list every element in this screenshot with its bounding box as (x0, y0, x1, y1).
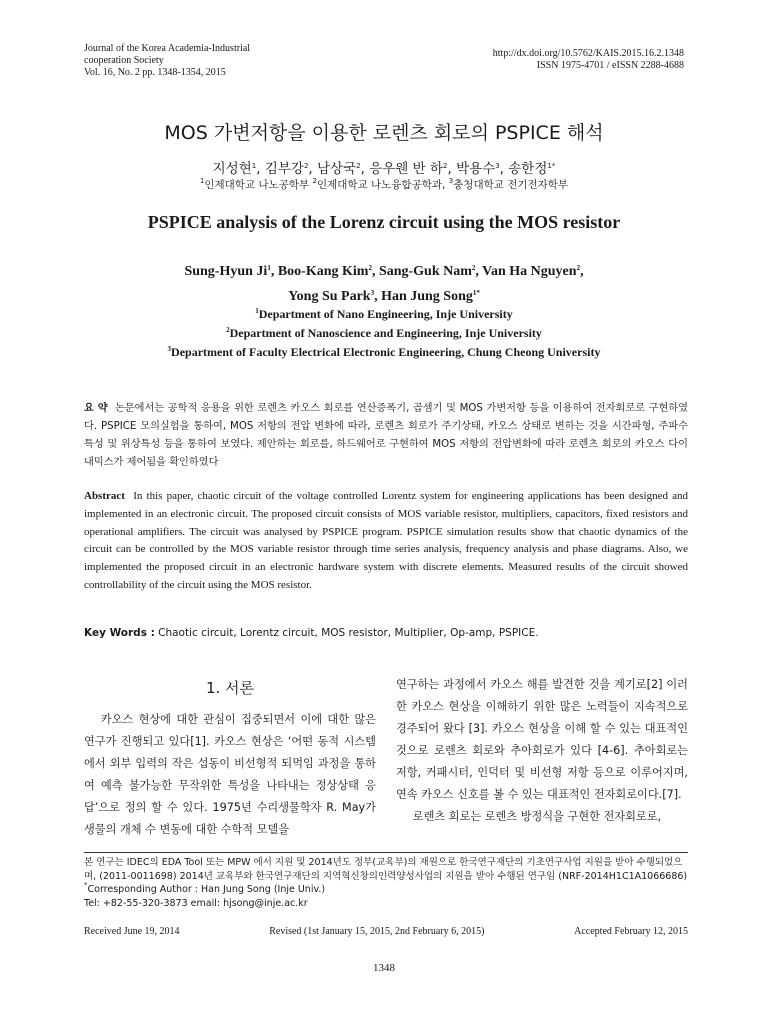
doi-link[interactable]: http://dx.doi.org/10.5762/KAIS.2015.16.2.1348 (492, 48, 684, 59)
journal-name-line2: cooperation Society (84, 55, 164, 66)
intro-paragraph-1: 카오스 현상에 대한 관심이 집중되면서 이에 대한 많은 연구가 진행되고 있다[1]. 카오스 현상은 ‘어떤 동적 시스템에서 외부 입력의 작은 섭동이 비선형적 되먹임 과정을 통하여 예측 불가능한 무작위한 특성을 나타내는 정상상태 응답’으로 정의 할 수 있다. 1975년 수리생물학자 R. May가 생물의 개체 수 변동에 대한 수학적 모델을 (84, 713, 376, 836)
authors-korean: 지성현$^1$, 김부강$^2$, 남상국$^2$, 응우웬 반 하$^2$, 박용수$^3$, 송한정$^{1*}$ (212, 161, 556, 177)
authors-en-line1: Sung-Hyun Ji$^1$, Boo-Kang Kim$^2$, Sang-Guk Nam$^2$, Van Ha Nguyen$^2$, (184, 264, 584, 279)
keywords-label: Key Words : (84, 627, 155, 639)
author-sup: 2 (471, 264, 476, 272)
author-ko: 남상국 (317, 161, 357, 177)
corresponding-author (84, 883, 688, 897)
department-2 (0, 326, 768, 340)
dept-text: Department of Nanoscience and Engineering, Inje University (229, 326, 542, 340)
article-dates (84, 926, 688, 937)
page-number: 1348 (373, 962, 395, 974)
keywords (84, 624, 688, 642)
author-sup: 3 (370, 289, 375, 297)
affil-sup: 3 (448, 177, 454, 185)
author-sup: 2 (443, 162, 448, 170)
author-sup: 2 (356, 162, 361, 170)
author-ko: 응우웬 반 하 (369, 161, 443, 177)
dept-sup: 1 (255, 307, 259, 315)
abstract-ko-label: 요 약 (84, 403, 108, 414)
author-sup: 1* (547, 162, 556, 170)
author-sup: 1* (472, 289, 480, 297)
author-sup: 1 (267, 264, 271, 272)
footnote (84, 856, 688, 910)
dept-sup: 2 (226, 326, 230, 334)
corr-text: Corresponding Author : Han Jung Song (Inje Univ.) (87, 884, 326, 895)
paper-title-english: PSPICE analysis of the Lorenz circuit using the MOS resistor (147, 212, 621, 232)
author-en: Sang-Guk Nam (378, 264, 472, 279)
issn: ISSN 1975-4701 / eISSN 2288-4688 (536, 60, 684, 71)
author-ko: 송한정 (508, 161, 548, 177)
department-1 (0, 307, 768, 321)
dept-sup: 3 (167, 345, 172, 353)
affil-ko-1: 인제대학교 나노공학부 (204, 179, 313, 191)
affil-sup: 2 (312, 177, 317, 185)
authors-en-line2: Yong Su Park$^3$, Han Jung Song$^{1*}$ (288, 289, 480, 304)
author-en: Yong Su Park (288, 289, 371, 304)
author-en: Han Jung Song (381, 289, 473, 304)
dept-text: Department of Faculty Electrical Electronic Engineering, Chung Cheong University (171, 345, 601, 359)
intro-paragraph-2: 연구하는 과정에서 카오스 해를 발견한 것을 계기로[2] 이러한 카오스 현상을 이해하기 위한 많은 노력들이 지속적으로 경주되어 왔다 [3]. 카오스 현상을 이해 할 수 있는 대표적인 것으로 로렌츠 회로와 추아회로가 있다 [4-6]. 추아회로는 저항, 커패시터, 인덕터 및 비선형 저항 등으로 이루어지며, 연속 카오스 신호를 볼 수 있는 대표적인 전자회로이다.[7]. (396, 678, 688, 801)
author-sup: 1 (251, 162, 257, 170)
author-en: Sung-Hyun Ji (184, 264, 268, 279)
author-sup: 3 (495, 162, 500, 170)
journal-name-line1: Journal of the Korea Academia-Industrial (84, 43, 251, 54)
paper-title-korean: MOS 가변저항을 이용한 로렌츠 회로의 PSPICE 해석 (164, 122, 604, 144)
date-revised: Revised (1st January 15, 2015, 2nd February 6, 2015) (269, 926, 485, 937)
affil-ko-2: 인제대학교 나노융합공학과, (316, 179, 449, 191)
intro-paragraph-3: 로렌츠 회로는 로렌츠 방정식을 구현한 전자회로로, (412, 810, 662, 823)
affil-ko-3: 충청대학교 전기전자학부 (453, 179, 569, 191)
date-accepted: Accepted February 12, 2015 (574, 926, 688, 937)
abstract-ko-text: 논문에서는 공학적 응용을 위한 로렌츠 카오스 회로를 연산증폭기, 곱셈기 및 MOS 가변저항 등을 이용하여 전자회로로 구현하였다. PSPICE 모의실험을 통하여, MOS 저항의 전압 변화에 따라, 로렌츠 회로가 주기상태, 카오스 상태로 변하는 것을 시간파형, 주파수 특성 및 위상특성 등을 통하여 보였다. 제안하는 회로를, 하드웨어로 구현하여 MOS 저항의 전압변화에 따라 로렌츠 회로의 카오스 다이내믹스가 제어됨을 확인하였다 (84, 403, 689, 468)
author-ko: 김부강 (264, 161, 304, 177)
author-sup: 2 (576, 264, 581, 272)
author-en: Boo-Kang Kim (277, 264, 369, 279)
body-column-left (84, 709, 376, 841)
author-sup: 2 (368, 264, 372, 272)
affil-sup: 1 (199, 177, 205, 185)
corr-sup: * (84, 881, 88, 889)
abstract-en-text: In this paper, chaotic circuit of the voltage controlled Lorentz system for engineering applications has been designed and implemented in an electronic circuit. The proposed circuit consists of MOS variable resistor, multipliers, capacitors, fixed resistors and operational amplifiers. The circuit was analysed by PSPICE program. PSPICE simulation results show that chaotic dynamics of the circuit can be controlled by the MOS variable resistor through time series analysis, frequency analysis and phase diagrams. Also, we implemented the proposed circuit in an electronic hardware system with discrete elements. Measured results of the circuit showed controllability of the circuit using the MOS resistor. (84, 490, 689, 591)
author-en: Van Ha Nguyen (482, 264, 577, 279)
affiliations-korean (0, 177, 768, 192)
keywords-text: Chaotic circuit, Lorentz circuit, MOS resistor, Multiplier, Op-amp, PSPICE. (158, 627, 539, 639)
journal-volume: Vol. 16, No. 2 pp. 1348-1354, 2015 (84, 67, 226, 78)
doi-block (364, 48, 684, 72)
dept-text: Department of Nano Engineering, Inje University (258, 307, 513, 321)
authors-english (0, 259, 768, 309)
author-ko: 지성현 (212, 161, 252, 177)
funding-note: 본 연구는 IDEC의 EDA Tool 또는 MPW 에서 지원 및 2014년도 정부(교육부)의 재원으로 한국연구재단의 기초연구사업 지원을 받아 수행되었으며, (2011-0011698) 2014년 교육부와 한국연구재단의 지역혁신창의인력양성사업의 지원을 받아 수행된 연구임 (NRF-2014H1C1A1066686) (84, 857, 688, 882)
date-received: Received June 19, 2014 (84, 926, 180, 937)
footnote-divider (84, 852, 688, 853)
abstract-english (84, 488, 688, 595)
journal-info (84, 43, 384, 79)
abstract-en-label: Abstract (84, 490, 125, 502)
abstract-korean (84, 400, 688, 472)
section-title-introduction: 1. 서론 (205, 679, 255, 697)
body-column-right (396, 674, 688, 828)
department-3 (0, 345, 768, 359)
author-ko: 박용수 (456, 161, 496, 177)
author-sup: 2 (303, 162, 309, 170)
contact-info: Tel: +82-55-320-3873 email: hjsong@inje.ac.kr (84, 897, 308, 909)
